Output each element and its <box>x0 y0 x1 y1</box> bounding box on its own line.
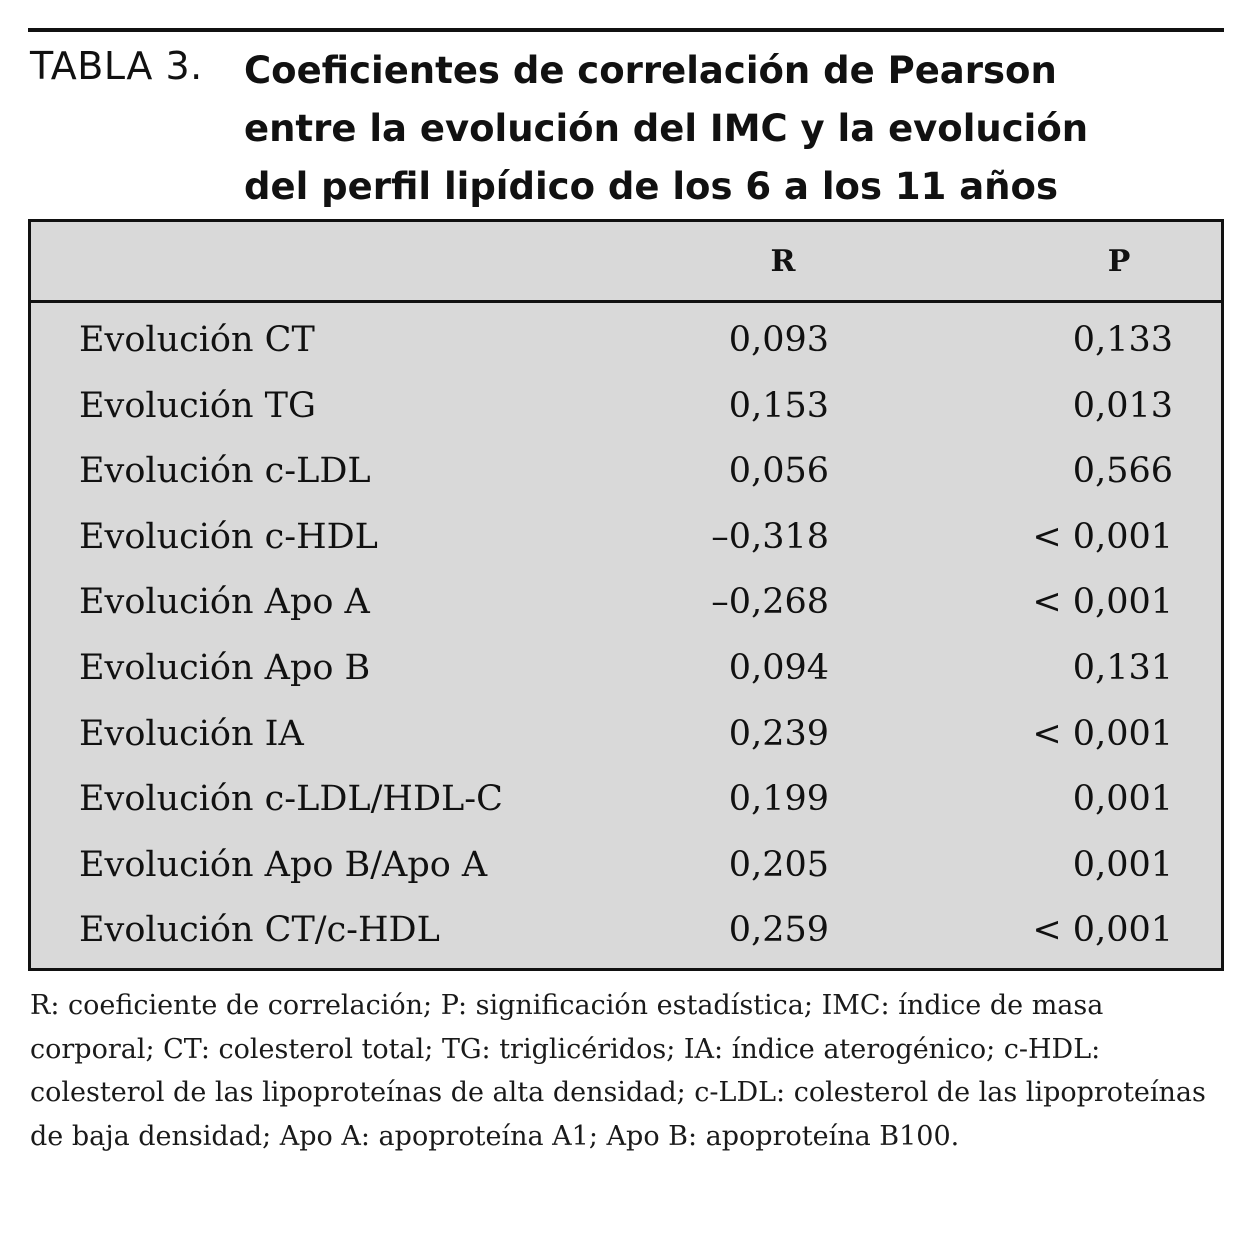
table-row <box>31 308 1221 374</box>
r-value: 0,205 <box>728 844 829 885</box>
table-row <box>31 505 1221 571</box>
row-label: Evolución c-HDL <box>79 516 378 557</box>
r-value: 0,199 <box>728 779 829 820</box>
row-label: Evolución CT/c-HDL <box>79 910 440 951</box>
column-header-p: P <box>1107 244 1131 279</box>
table-number: TABLA 3. <box>30 44 203 88</box>
table-row <box>31 898 1221 964</box>
row-label: Evolución c-LDL/HDL-C <box>79 779 503 820</box>
r-value: –0,268 <box>711 582 829 623</box>
top-rule <box>28 28 1224 32</box>
p-value: < 0,001 <box>1032 582 1173 623</box>
r-value: 0,153 <box>728 385 829 426</box>
table-header <box>31 222 1221 303</box>
p-value: 0,013 <box>1072 385 1173 426</box>
p-value: 0,001 <box>1072 779 1173 820</box>
column-header-r: R <box>770 244 796 279</box>
correlation-table <box>28 219 1224 971</box>
p-value: 0,566 <box>1072 451 1173 492</box>
p-value: 0,001 <box>1072 844 1173 885</box>
p-value: 0,131 <box>1072 647 1173 688</box>
table-title-line: del perfil lipídico de los 6 a los 11 años <box>244 165 1058 208</box>
r-value: 0,259 <box>728 910 829 951</box>
row-label: Evolución TG <box>79 385 316 426</box>
r-value: 0,056 <box>728 451 829 492</box>
table-body <box>31 308 1221 964</box>
p-value: < 0,001 <box>1032 910 1173 951</box>
row-label: Evolución c-LDL <box>79 451 371 492</box>
table-row <box>31 833 1221 899</box>
table-row <box>31 767 1221 833</box>
table-row <box>31 702 1221 768</box>
table-row <box>31 636 1221 702</box>
p-value: 0,133 <box>1072 320 1173 360</box>
table-title-line: entre la evolución del IMC y la evolución <box>244 107 1089 150</box>
p-value: < 0,001 <box>1032 713 1173 754</box>
table-title <box>244 42 1204 216</box>
row-label: Evolución CT <box>79 320 315 360</box>
p-value: < 0,001 <box>1032 516 1173 557</box>
r-value: –0,318 <box>711 516 829 557</box>
table-row <box>31 374 1221 440</box>
r-value: 0,094 <box>728 647 829 688</box>
table-footnote: R: coeficiente de correlación; P: significación estadística; IMC: índice de masa corporal; CT: colesterol total; TG: triglicéridos; IA: índice aterogénico; c-HDL: colesterol de las lipoproteínas de alta densidad; c-LDL: colesterol de las lipoproteínas de baja densidad; Apo A: apoproteína A1; Apo B: apoproteína B100. <box>30 990 1206 1152</box>
r-value: 0,239 <box>728 713 829 754</box>
table-row <box>31 439 1221 505</box>
row-label: Evolución Apo B/Apo A <box>79 844 488 885</box>
r-value: 0,093 <box>728 320 829 360</box>
table-row <box>31 570 1221 636</box>
table-title-line: Coeficientes de correlación de Pearson <box>244 49 1057 92</box>
row-label: Evolución IA <box>79 713 304 754</box>
row-label: Evolución Apo B <box>79 647 371 688</box>
row-label: Evolución Apo A <box>79 582 370 623</box>
